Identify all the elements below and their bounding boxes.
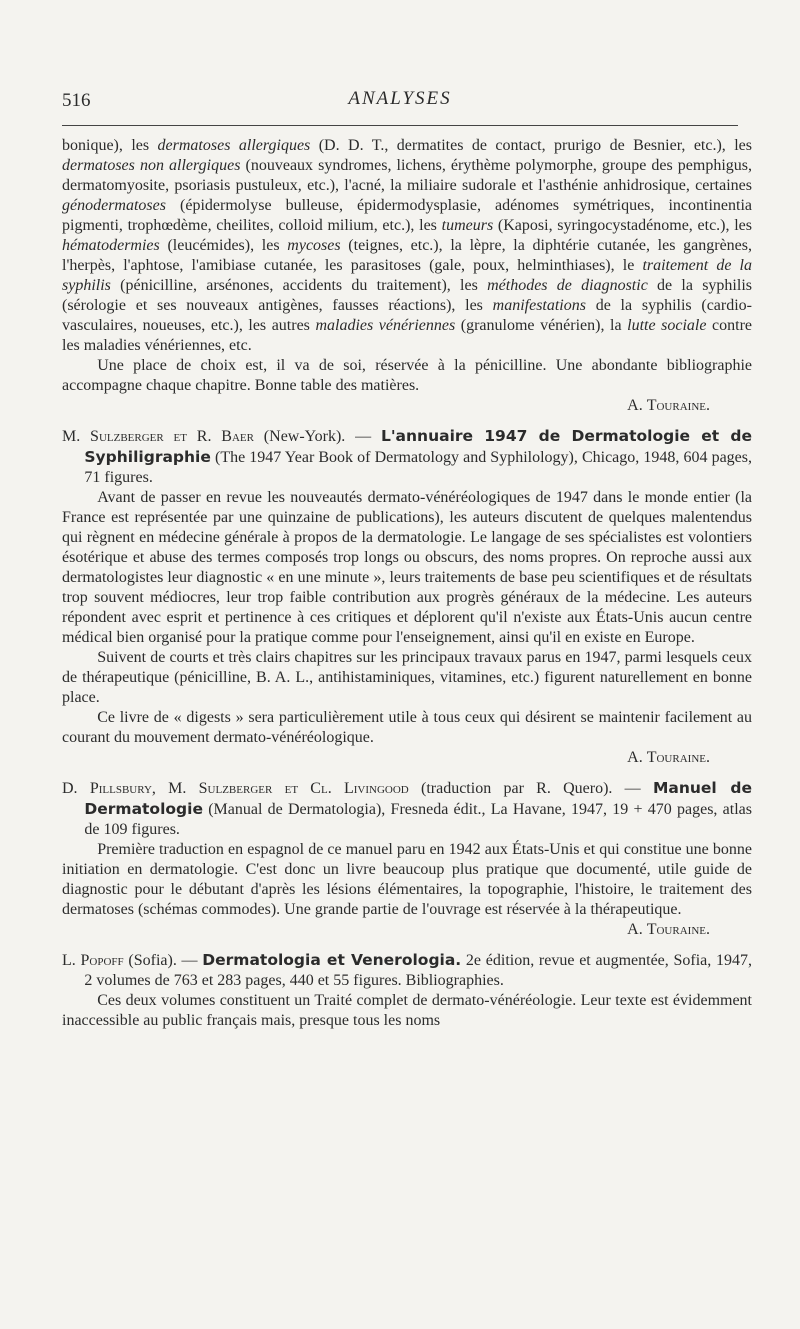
italic-term: maladies vénériennes xyxy=(315,317,456,334)
italic-term: hématodermies xyxy=(62,237,160,254)
review-continuation-paragraph xyxy=(62,136,752,356)
text-run: (Kaposi, syringocystadénome, etc.), les xyxy=(493,217,752,234)
text-run: (granulome vénérien), la xyxy=(455,317,628,334)
italic-term: mycoses xyxy=(287,237,341,254)
text-run: bonique), les xyxy=(62,137,158,154)
review-heading: D. Pillsbury, M. Sulzberger et Cl. Livingood (traduction par R. Quero). — Manuel de Dermatologie (Manual de Dermatologia), Fresneda édit., La Havane, 1947, 19 + 470 pages, atlas de 109 figures. xyxy=(62,779,753,838)
review-signature: A. Touraine. xyxy=(627,749,710,766)
review-heading: M. Sulzberger et R. Baer (New-York). — L'annuaire 1947 de Dermatologie et de Syphiligraphie (The 1947 Year Book of Dermatology and Syphilology), Chicago, 1948, 604 pages, 71 figures. xyxy=(62,427,752,486)
review-paragraph: Une place de choix est, il va de soi, réservée à la pénicilline. Une abondante bibliographie accompagne chaque chapitre. Bonne table des matières. xyxy=(62,357,752,394)
text-run: (épidermolyse bulleuse, épidermodysplasie, adénomes symétriques, incontinentia pigmenti, trophœdème, cheilites, colloid milium, etc.), les xyxy=(62,197,752,234)
text-run: contre les maladies vénériennes, etc. xyxy=(62,317,753,354)
text-run: (nouveaux syndromes, lichens, érythème polymorphe, groupe des pemphigus, dermatomyosite, psoriasis pustuleux, etc.), l'acné, la miliaire sudorale et l'asthénie anhidrosique, certaines xyxy=(62,157,753,194)
running-title: ANALYSES xyxy=(348,88,452,109)
italic-term: manifestations xyxy=(492,297,586,314)
text-run: (teignes, etc.), la lèpre, la diphtérie cutanée, les gangrènes, l'herpès, l'aphtose, l'amibiase cutanée, les parasitoses (gale, poux, helminthiases), le xyxy=(62,237,752,274)
review-signature: A. Touraine. xyxy=(627,921,710,938)
italic-term: dermatoses allergiques xyxy=(157,137,311,154)
review-paragraph: Ce livre de « digests » sera particulièrement utile à tous ceux qui désirent se maintenir facilement au courant du mouvement dermato-vénéréologique. xyxy=(62,709,752,746)
italic-term: tumeurs xyxy=(441,217,494,234)
italic-term: génodermatoses xyxy=(62,197,166,214)
review-signature: A. Touraine. xyxy=(627,397,710,414)
book-details: 2e édition, revue et augmentée, Sofia, 1947, 2 volumes de 763 et 283 pages, 440 et 55 figures. Bibliographies. xyxy=(84,952,753,989)
book-details: (Manual de Dermatologia), Fresneda édit., La Havane, 1947, 19 + 470 pages, atlas de 109 figures. xyxy=(84,801,752,838)
book-title: Dermatologia et Venerologia. xyxy=(202,951,462,969)
book-title: L'annuaire 1947 de Dermatologie et de Syphiligraphie xyxy=(84,427,752,466)
italic-term: traitement de la syphilis xyxy=(62,257,753,294)
text-run: de la syphilis (sérologie et ses nouveaux antigènes, fausses réactions), les xyxy=(62,277,752,314)
review-paragraph: Avant de passer en revue les nouveautés dermato-vénéréologiques de 1947 dans le monde entier (la France est représentée par une quinzaine de publications), les auteurs discutent de quelques malentendus qui règnent en médecine générale à propos de la dermatologie. Le langage de ses spécialistes est volontiers ésotérique et abuse des termes composés trop longs ou obscurs, des noms propres. On reproche aussi aux dermatologistes leur diagnostic « en une minute », leurs traitements de base peu scientifiques et de résultats trop souvent médiocres, leur trop faible contribution aux progrès généraux de la médecine. Les auteurs répondent avec esprit et pertinence à ces critiques et déplorent qu'il n'existe aux États-Unis aucun centre médical bien organisé pour la pratique comme pour l'enseignement, ainsi qu'il en existe en Europe. xyxy=(62,489,752,646)
review-paragraph: Première traduction en espagnol de ce manuel paru en 1942 aux États-Unis et qui constitue une bonne initiation en dermatologie. C'est donc un livre beaucoup plus pratique que documenté, utile guide de diagnostic pour le débutant d'après les lésions élémentaires, la topographie, l'histoire, le traitement des dermatoses (schémas commodes). Une grande partie de l'ouvrage est réservée à la thérapeutique. xyxy=(62,841,752,918)
book-title: Manuel de Dermatologie xyxy=(84,779,753,818)
review-heading: L. Popoff (Sofia). — Dermatologia et Venerologia. 2e édition, revue et augmentée, Sofia, 1947, 2 volumes de 763 et 283 pages, 440 et 55 figures. Bibliographies. xyxy=(62,951,753,989)
review-authors: D. Pillsbury, M. Sulzberger et Cl. Livingood xyxy=(62,780,409,797)
article-body xyxy=(62,136,752,1031)
book-details: (The 1947 Year Book of Dermatology and Syphilology), Chicago, 1948, 604 pages, 71 figures. xyxy=(84,449,752,486)
page-header xyxy=(62,88,738,118)
text-run: de la syphilis (cardio-vasculaires, noueuses, etc.), les autres xyxy=(62,297,752,334)
text-run: (D. D. T., dermatites de contact, prurigo de Besnier, etc.), les xyxy=(310,137,753,154)
review-authors: L. Popoff xyxy=(62,952,124,969)
text-run: (leucémides), les xyxy=(159,237,288,254)
italic-term: dermatoses non allergiques xyxy=(62,157,241,174)
text-run: (pénicilline, arsénones, accidents du traitement), les xyxy=(110,277,488,294)
header-rule xyxy=(62,125,738,126)
italic-term: méthodes de diagnostic xyxy=(487,277,648,294)
review-paragraph: Ces deux volumes constituent un Traité complet de dermato-vénéréologie. Leur texte est évidemment inaccessible au public français mais, presque tous les noms xyxy=(62,992,752,1029)
review-paragraph: Suivent de courts et très clairs chapitres sur les principaux travaux parus en 1947, parmi lesquels ceux de thérapeutique (pénicilline, B. A. L., antihistaminiques, vitamines, etc.) figurent naturellement en bonne place. xyxy=(62,649,752,706)
italic-term: lutte sociale xyxy=(627,317,707,334)
page-number: 516 xyxy=(62,90,91,111)
review-authors: M. Sulzberger et R. Baer xyxy=(62,428,254,445)
